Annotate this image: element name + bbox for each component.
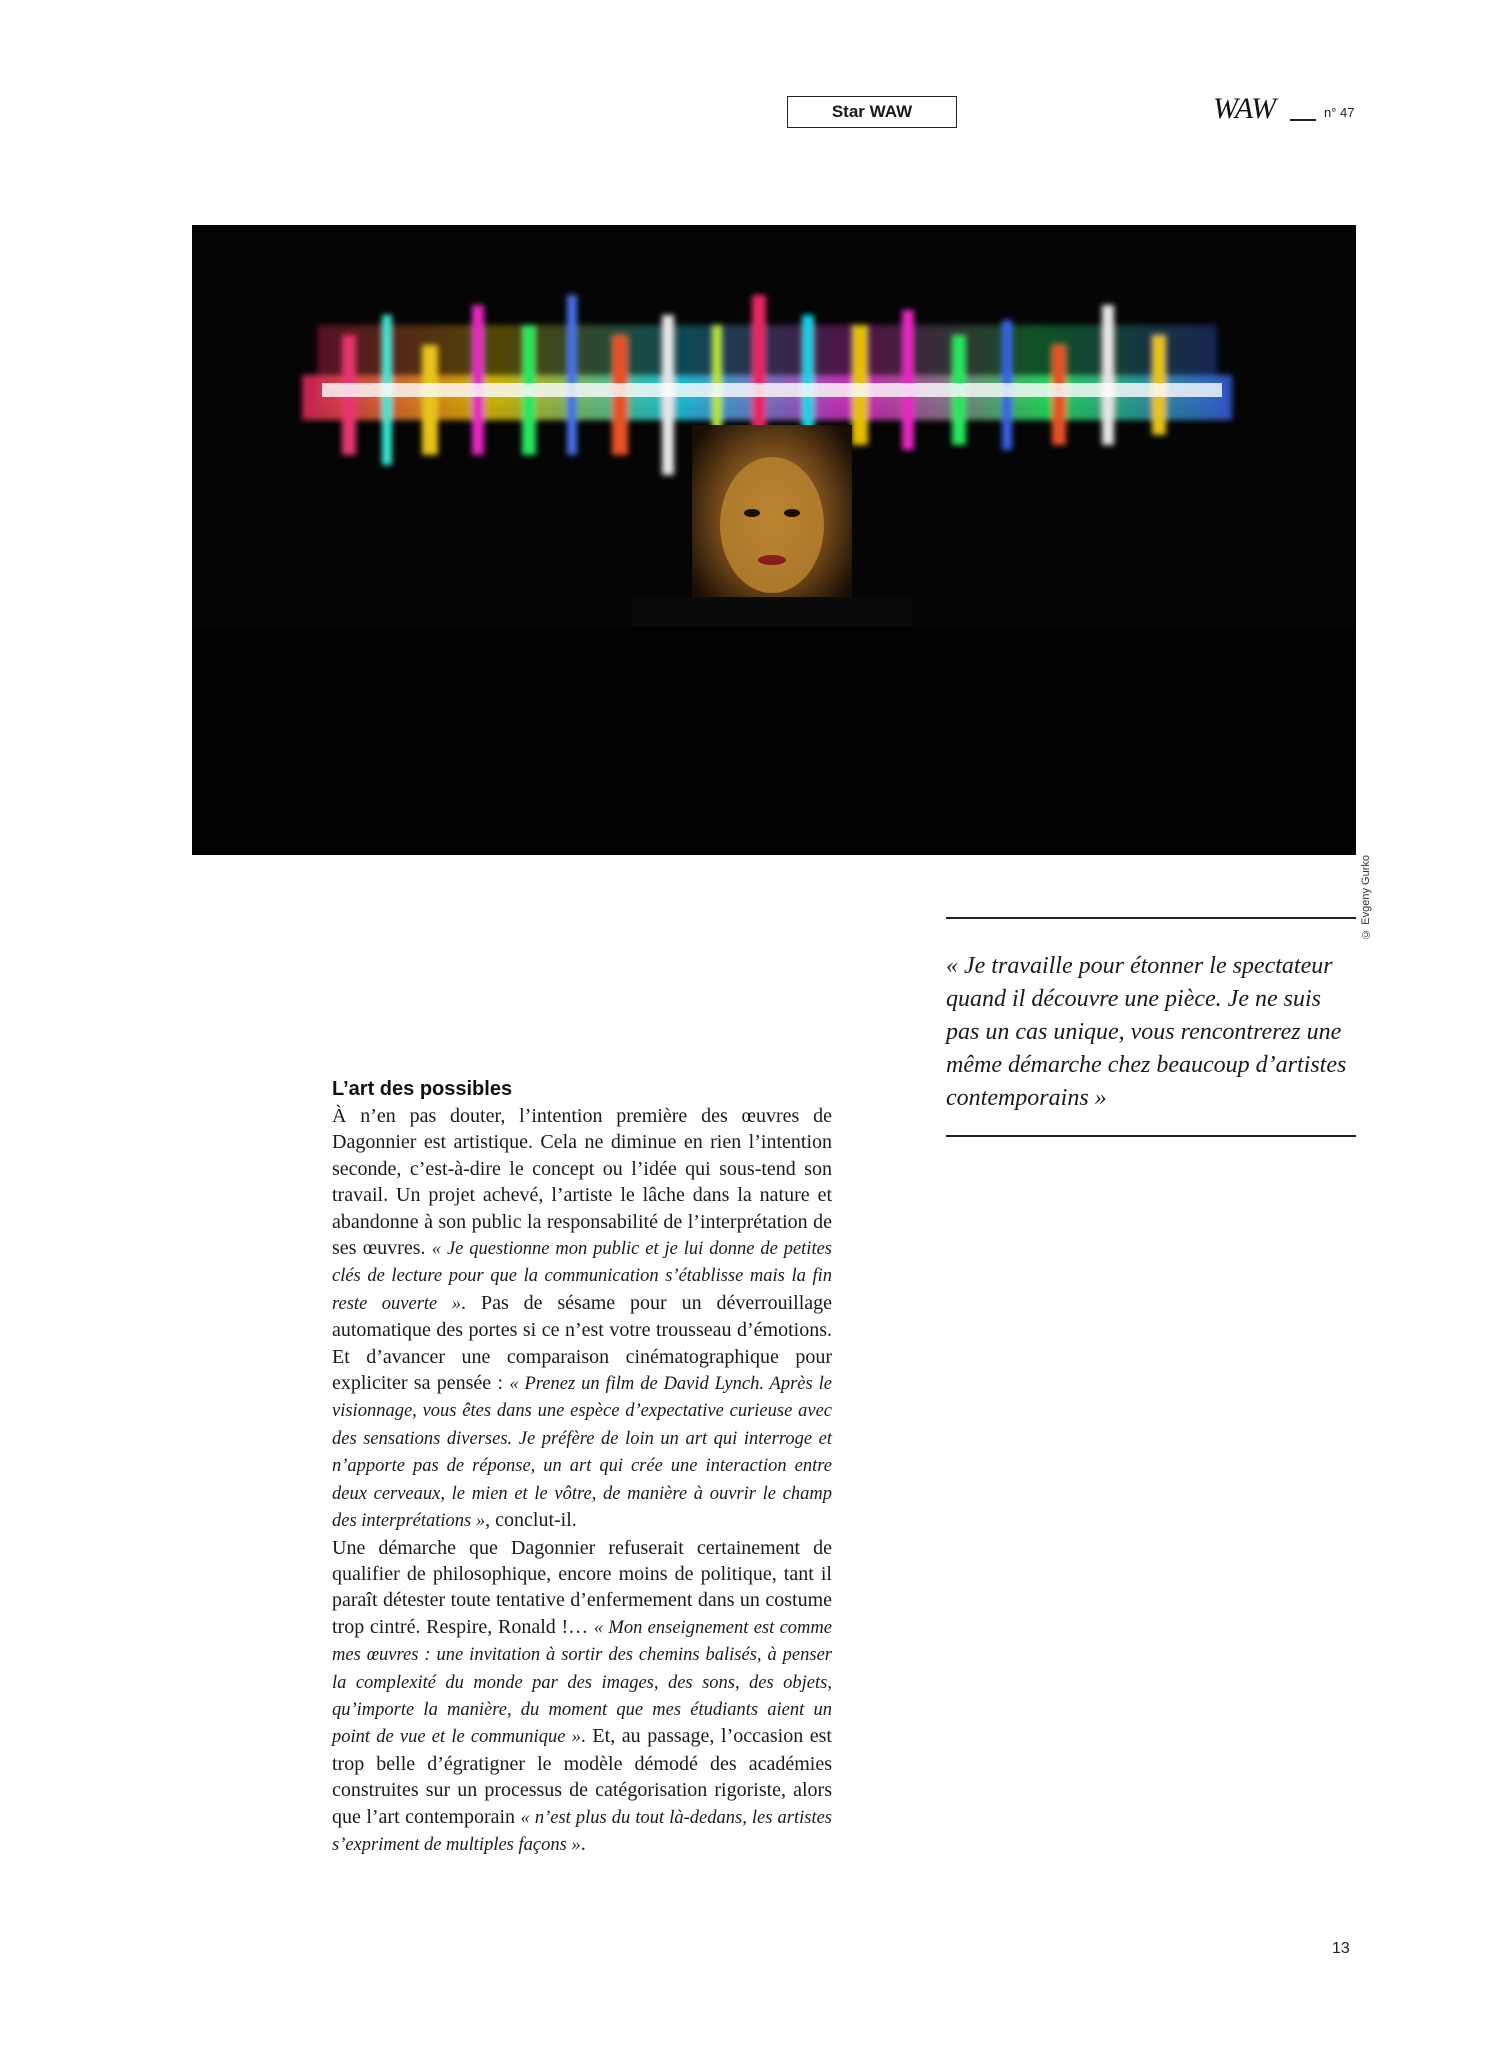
feature-photo: [192, 225, 1356, 855]
section-label: Star WAW: [787, 96, 957, 128]
photo-credit: © Evgeny Gurko: [1360, 855, 1372, 940]
quote-text: « n’est plus du tout là-dedans, les artistes s’expriment de multiples façons »: [332, 1807, 832, 1855]
pull-quote-bottom-rule: [946, 1135, 1356, 1137]
paragraph-text: . Pas de sésame pour un déverrouillage automatique des portes si ce n’est votre trousseau d’émotions. Et d’avancer une comparaison cinématographique pour expliciter sa pensée :: [332, 1291, 832, 1395]
quote-text: « Prenez un film de David Lynch. Après le visionnage, vous êtes dans une espèce d’expectative curieuse avec des sensations diverses. Je préfère de loin un art qui interroge et n’apporte pas de réponse, un art qui crée une interaction entre deux cerveaux, le mien et le vôtre, de manière à ouvrir le champ des interprétations »: [332, 1374, 832, 1532]
quote-text: « Je questionne mon public et je lui donne de petites clés de lecture pour que la communication s’établisse mais la fin reste ouverte »: [332, 1239, 832, 1314]
paragraph-text: .: [580, 1832, 586, 1855]
page-number: 13: [1332, 1940, 1350, 1957]
paragraph-text: À n’en pas douter, l’intention première des œuvres de Dagonnier est artistique. Cela ne diminue en rien l’intention seconde, c’est-à-dire le concept ou l’idée qui sous-tend son travail. Un projet achevé, l’artiste le lâche dans la nature et abandonne à son public la responsabilité de l’interprétation de ses œuvres.: [332, 1105, 832, 1260]
paragraph-text: Une démarche que Dagonnier refuserait certainement de qualifier de philosophique, encore moins de politique, tant il paraît détester toute tentative d’enfermement dans un costume trop cintré. Respire, Ronald !…: [332, 1536, 832, 1638]
logo-divider: [1290, 119, 1316, 121]
photo-installation-icon: [192, 225, 1356, 855]
article-paragraph-1: [332, 1103, 832, 1535]
article-paragraph-2: [332, 1535, 832, 1859]
paragraph-text: , conclut-il.: [485, 1509, 577, 1532]
quote-text: « Mon enseignement est comme mes œuvres : une invitation à sortir des chemins balisés, à penser la complexité du monde par des images, des sons, des objets, qu’importe la manière, du moment que mes étudiants aient un point de vue et le communique »: [332, 1617, 832, 1748]
article-heading: L’art des possibles: [332, 1078, 513, 1100]
article: [332, 1078, 832, 1858]
paragraph-text: . Et, au passage, l’occasion est trop belle d’égratigner le modèle démodé des académies construites sur un processus de catégorisation rigoriste, alors que l’art contemporain: [332, 1725, 832, 1828]
pull-quote-top-rule: [946, 917, 1356, 919]
pull-quote: « Je travaille pour étonner le spectateur quand il découvre une pièce. Je ne suis pas un cas unique, vous rencontrerez une même démarche chez beaucoup d’artistes contemporains »: [946, 953, 1347, 1111]
issue-number: n° 47: [1324, 105, 1355, 120]
magazine-logo: WAW: [1213, 92, 1276, 125]
